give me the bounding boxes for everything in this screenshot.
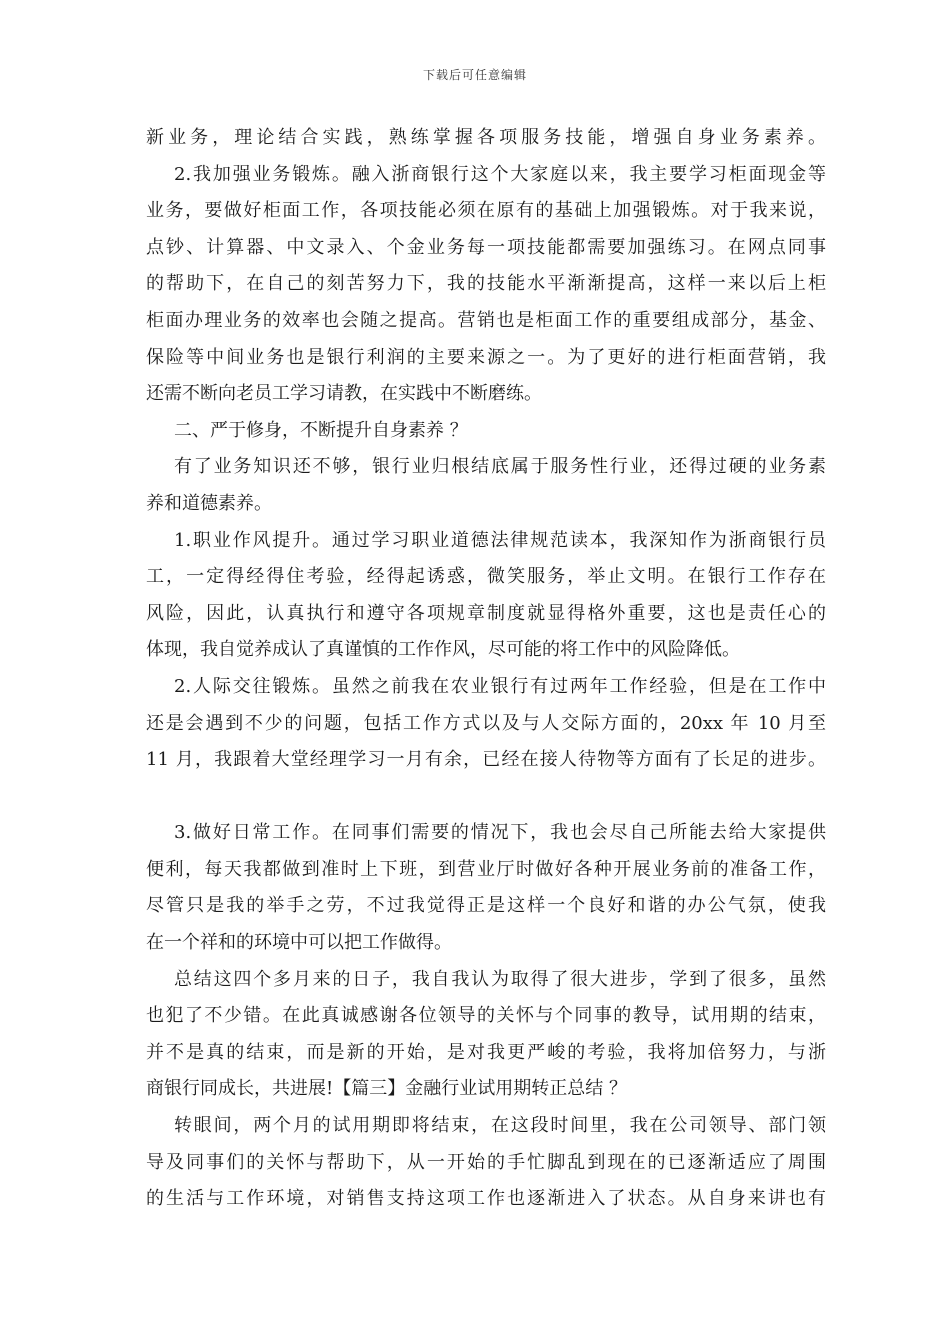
text-line: 工，一定得经得住考验，经得起诱惑，微笑服务，举止文明。在银行工作存在: [146, 566, 826, 588]
text-line: 并不是真的结束，而是新的开始，是对我更严峻的考验，我将加倍努力，与浙: [146, 1041, 826, 1063]
text-line: 1.职业作风提升。通过学习职业道德法律规范读本，我深知作为浙商银行员: [174, 529, 826, 551]
text-line: 柜面办理业务的效率也会随之提高。营销也是柜面工作的重要组成部分，基金、: [146, 309, 826, 331]
text-line: 3.做好日常工作。在同事们需要的情况下，我也会尽自己所能去给大家提供: [174, 822, 826, 844]
text-line: 养和道德素养。: [146, 492, 272, 514]
text-line: 保险等中间业务也是银行利润的主要来源之一。为了更好的进行柜面营销，我: [146, 346, 826, 368]
document-body: [146, 120, 826, 1218]
section-heading: 二、严于修身，不断提升自身素养 ？: [174, 419, 468, 441]
text-line: 风险，因此，认真执行和遵守各项规章制度就显得格外重要，这也是责任心的: [146, 602, 826, 624]
text-line: 尽管只是我的举手之劳，不过我觉得正是这样一个良好和谐的办公气氛，使我: [146, 895, 826, 917]
text-line: 2.我加强业务锻炼。融入浙商银行这个大家庭以来，我主要学习柜面现金等: [174, 163, 826, 185]
text-line: 点钞、计算器、中文录入、个金业务每一项技能都需要加强练习。在网点同事: [146, 236, 826, 258]
text-line: 的生活与工作环境，对销售支持这项工作也逐渐进入了状态。从自身来讲也有: [146, 1188, 826, 1210]
text-line: 11 月，我跟着大堂经理学习一月有余，已经在接人待物等方面有了长足的进步。: [146, 749, 826, 771]
text-line: 还是会遇到不少的问题，包括工作方式以及与人交际方面的，20xx 年 10 月至: [146, 712, 826, 734]
page-header: 下载后可任意编辑: [422, 68, 527, 82]
text-line: 总结这四个多月来的日子，我自我认为取得了很大进步，学到了很多，虽然: [174, 968, 826, 990]
text-line: 也犯了不少错。在此真诚感谢各位领导的关怀与个同事的教导，试用期的结束，: [146, 1005, 826, 1027]
text-line: 便利，每天我都做到准时上下班，到营业厅时做好各种开展业务前的准备工作，: [146, 858, 826, 880]
blank-line: [146, 779, 826, 816]
text-line: 在一个祥和的环境中可以把工作做得。: [146, 932, 452, 954]
text-line: 商银行同成长，共进展!【篇三】金融行业试用期转正总结 ？: [146, 1078, 627, 1100]
text-line: 还需不断向老员工学习请教，在实践中不断磨练。: [146, 383, 542, 405]
text-line: 2.人际交往锻炼。虽然之前我在农业银行有过两年工作经验，但是在工作中: [174, 675, 826, 697]
text-line: 转眼间，两个月的试用期即将结束，在这段时间里，我在公司领导、部门领: [174, 1115, 826, 1137]
text-line: 有了业务知识还不够，银行业归根结底属于服务性行业，还得过硬的业务素: [174, 456, 826, 478]
text-line: 业务，要做好柜面工作，各项技能必须在原有的基础上加强锻炼。对于我来说，: [146, 200, 826, 222]
text-line: 新业务，理论结合实践，熟练掌握各项服务技能，增强自身业务素养。: [146, 127, 826, 148]
text-line: 体现，我自觉养成认了真谨慎的工作作风，尽可能的将工作中的风险降低。: [146, 639, 740, 661]
text-line: 导及同事们的关怀与帮助下，从一开始的手忙脚乱到现在的已逐渐适应了周围: [146, 1151, 826, 1173]
text-line: 的帮助下，在自己的刻苦努力下，我的技能水平渐渐提高，这样一来以后上柜: [146, 273, 826, 295]
